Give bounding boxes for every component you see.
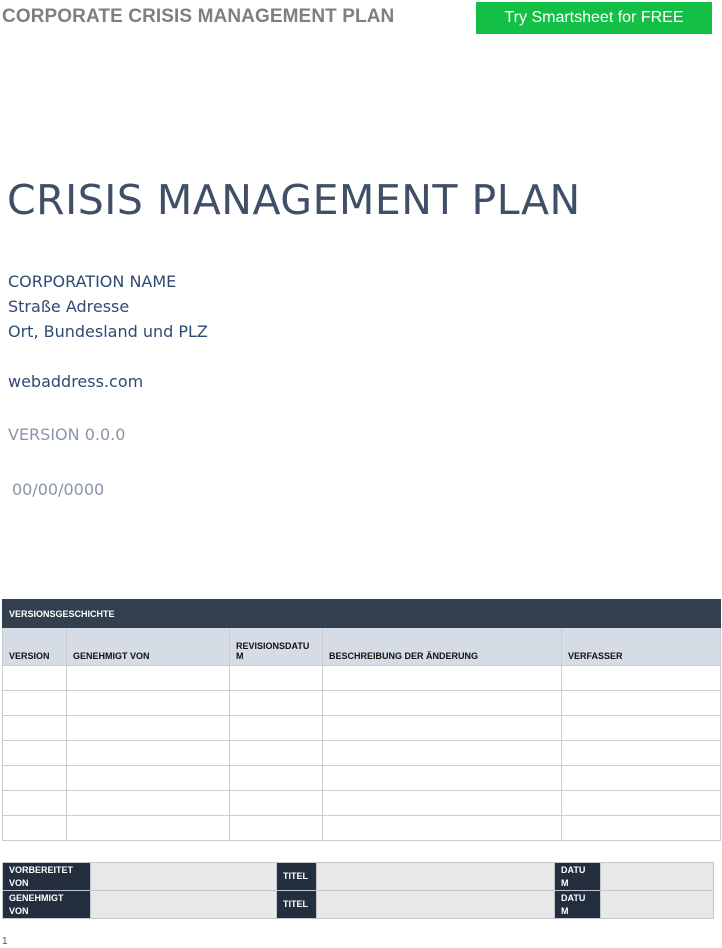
approved-date-field[interactable] <box>601 891 714 919</box>
street-address: Straße Adresse <box>8 297 130 316</box>
page-number: 1 <box>2 936 8 947</box>
approved-date-label: DATU M <box>555 891 601 919</box>
signoff-table <box>2 862 714 919</box>
table-cell[interactable] <box>230 791 323 816</box>
table-row <box>3 766 721 791</box>
version-history-caption: VERSIONSGESCHICHTE <box>3 600 721 628</box>
table-cell[interactable] <box>67 741 230 766</box>
table-row <box>3 791 721 816</box>
approved-title-field[interactable] <box>317 891 555 919</box>
version-label: VERSION 0.0.0 <box>8 425 126 444</box>
table-cell[interactable] <box>3 791 67 816</box>
document-date: 00/00/0000 <box>12 480 105 499</box>
table-cell[interactable] <box>562 791 721 816</box>
table-cell[interactable] <box>323 741 562 766</box>
try-smartsheet-button[interactable]: Try Smartsheet for FREE <box>476 2 712 34</box>
table-cell[interactable] <box>230 766 323 791</box>
approved-by-row <box>3 891 714 919</box>
table-cell[interactable] <box>323 666 562 691</box>
prepared-by-row <box>3 863 714 891</box>
table-cell[interactable] <box>230 716 323 741</box>
table-row <box>3 741 721 766</box>
table-cell[interactable] <box>562 816 721 841</box>
page-title: CRISIS MANAGEMENT PLAN <box>7 176 581 224</box>
table-cell[interactable] <box>562 716 721 741</box>
table-row <box>3 716 721 741</box>
column-header-revision-date: REVISIONSDATU M <box>230 628 323 666</box>
table-cell[interactable] <box>230 816 323 841</box>
column-header-version: VERSION <box>3 628 67 666</box>
prepared-title-label: TITEL <box>277 863 317 891</box>
prepared-by-label: VORBEREITET VON <box>3 863 91 891</box>
table-row <box>3 816 721 841</box>
column-header-description: BESCHREIBUNG DER ÄNDERUNG <box>323 628 562 666</box>
approved-by-field[interactable] <box>91 891 277 919</box>
table-cell[interactable] <box>67 691 230 716</box>
table-cell[interactable] <box>323 716 562 741</box>
table-cell[interactable] <box>67 666 230 691</box>
approved-title-label: TITEL <box>277 891 317 919</box>
table-cell[interactable] <box>323 691 562 716</box>
table-cell[interactable] <box>3 816 67 841</box>
table-row <box>3 666 721 691</box>
table-cell[interactable] <box>562 666 721 691</box>
table-cell[interactable] <box>67 766 230 791</box>
table-cell[interactable] <box>562 741 721 766</box>
table-cell[interactable] <box>562 766 721 791</box>
prepared-date-field[interactable] <box>601 863 714 891</box>
table-cell[interactable] <box>67 791 230 816</box>
table-cell[interactable] <box>3 766 67 791</box>
table-cell[interactable] <box>230 666 323 691</box>
column-header-approved-by: GENEHMIGT VON <box>67 628 230 666</box>
prepared-date-label: DATU M <box>555 863 601 891</box>
table-cell[interactable] <box>3 691 67 716</box>
table-cell[interactable] <box>67 816 230 841</box>
table-cell[interactable] <box>3 666 67 691</box>
version-history-table <box>2 599 721 841</box>
table-cell[interactable] <box>230 741 323 766</box>
table-cell[interactable] <box>67 716 230 741</box>
table-cell[interactable] <box>3 716 67 741</box>
prepared-title-field[interactable] <box>317 863 555 891</box>
table-cell[interactable] <box>562 691 721 716</box>
prepared-by-field[interactable] <box>91 863 277 891</box>
table-row <box>3 691 721 716</box>
table-cell[interactable] <box>323 766 562 791</box>
table-cell[interactable] <box>3 741 67 766</box>
city-state-zip: Ort, Bundesland und PLZ <box>8 322 208 341</box>
table-cell[interactable] <box>323 816 562 841</box>
web-address[interactable]: webaddress.com <box>8 372 144 391</box>
document-header-title: CORPORATE CRISIS MANAGEMENT PLAN <box>2 6 395 27</box>
corporation-name: CORPORATION NAME <box>8 272 177 291</box>
table-cell[interactable] <box>230 691 323 716</box>
table-cell[interactable] <box>323 791 562 816</box>
column-header-author: VERFASSER <box>562 628 721 666</box>
approved-by-label: GENEHMIGT VON <box>3 891 91 919</box>
